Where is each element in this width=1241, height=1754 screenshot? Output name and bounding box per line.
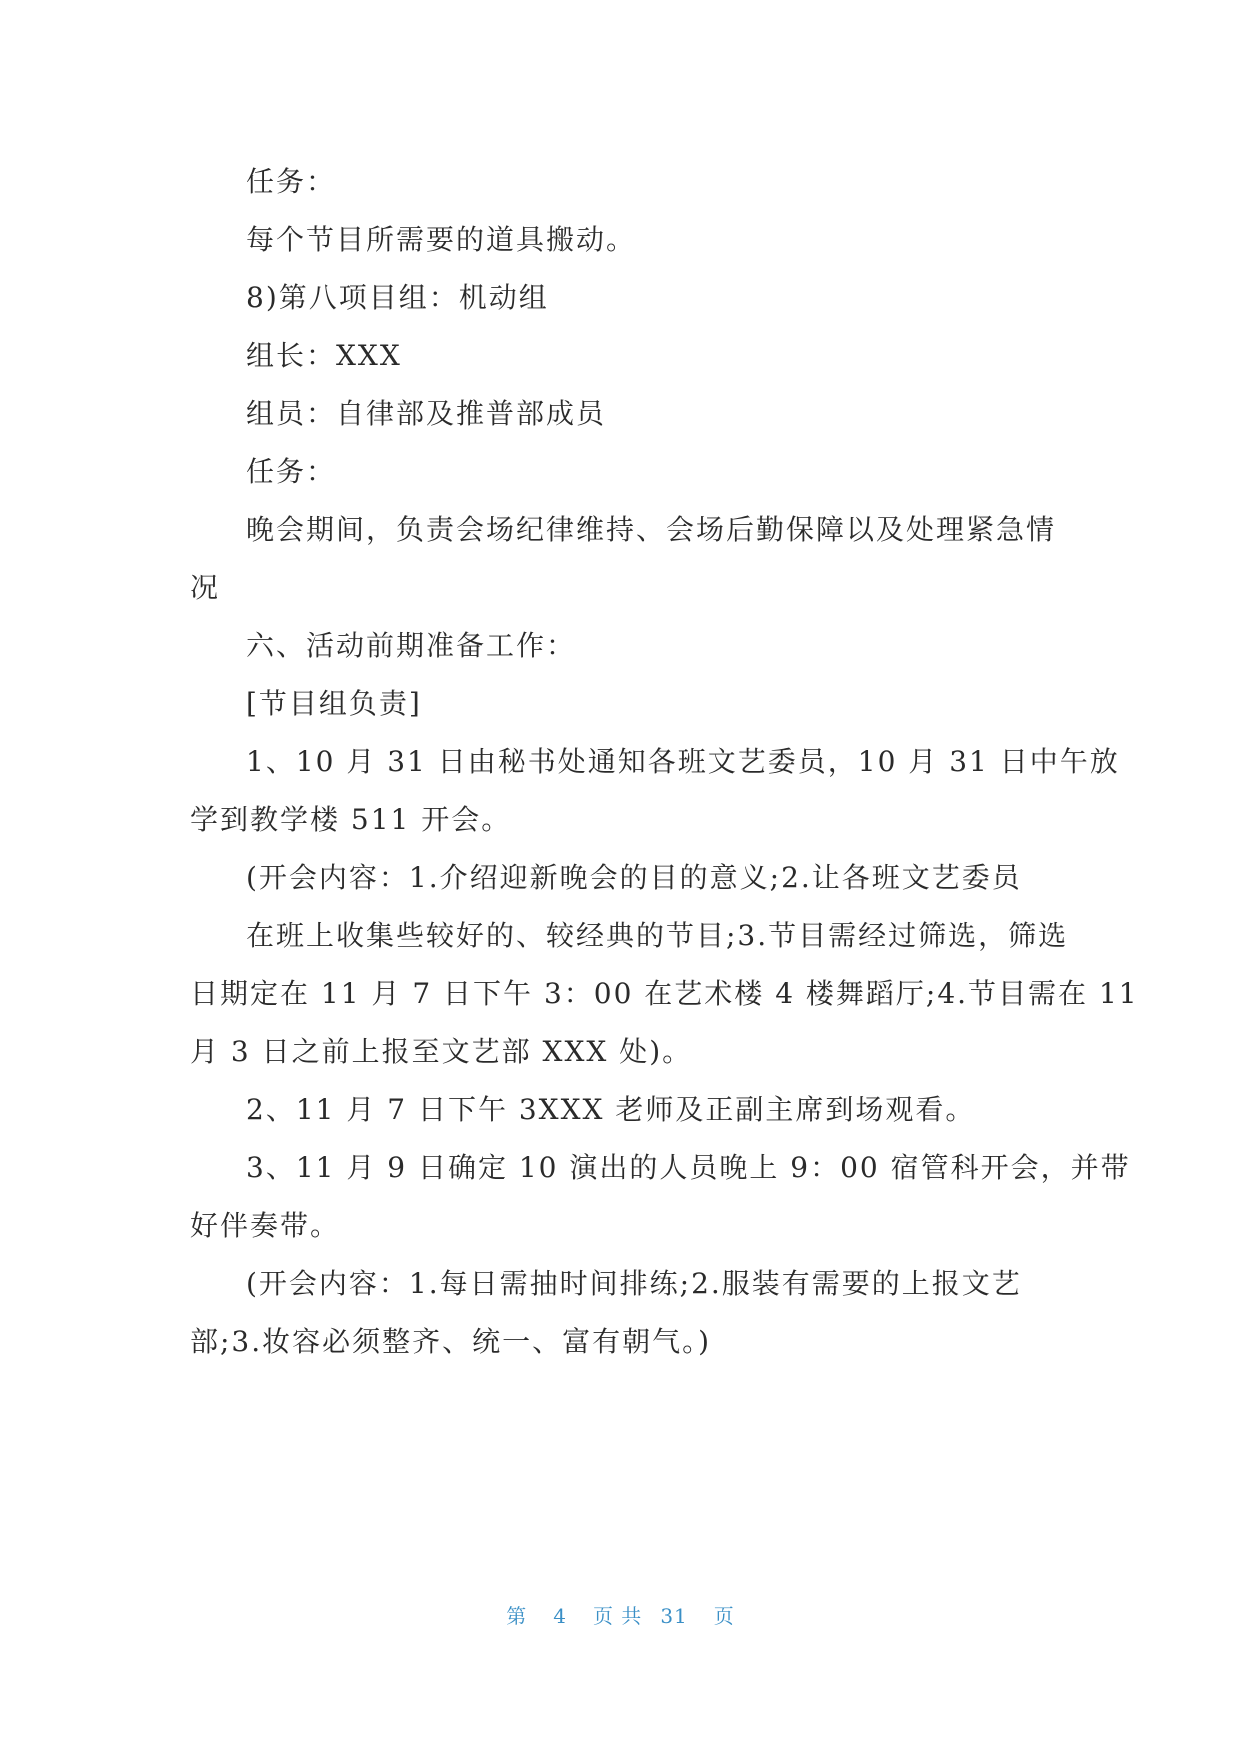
paragraph-line: 2、11 月 7 日下午 3XXX 老师及正副主席到场观看。 bbox=[246, 1093, 976, 1126]
paragraph-line: 1、10 月 31 日由秘书处通知各班文艺委员，10 月 31 日中午放 bbox=[246, 745, 1120, 778]
footer-middle: 页 共 bbox=[592, 1604, 643, 1628]
paragraph-line: 好伴奏带。 bbox=[190, 1209, 341, 1242]
paragraph-line: 组长：XXX bbox=[246, 339, 402, 372]
paragraph-line: 月 3 日之前上报至文艺部 XXX 处)。 bbox=[190, 1035, 693, 1068]
paragraph-line: 部;3.妆容必须整齐、统一、富有朝气。) bbox=[190, 1325, 712, 1358]
footer-total-pages: 31 bbox=[660, 1604, 688, 1628]
section-heading: 六、活动前期准备工作： bbox=[246, 629, 577, 662]
footer-suffix: 页 bbox=[713, 1604, 735, 1628]
paragraph-line: 日期定在 11 月 7 日下午 3：00 在艺术楼 4 楼舞蹈厅;4.节目需在 11 bbox=[190, 977, 1139, 1010]
footer-prefix: 第 bbox=[506, 1604, 528, 1628]
paragraph-line: 在班上收集些较好的、较经典的节目;3.节目需经过筛选，筛选 bbox=[246, 919, 1069, 952]
paragraph-line: (开会内容：1.每日需抽时间排练;2.服装有需要的上报文艺 bbox=[246, 1267, 1022, 1300]
paragraph-line: 学到教学楼 511 开会。 bbox=[190, 803, 512, 836]
paragraph-line: 况 bbox=[190, 571, 221, 604]
paragraph-line: 任务： bbox=[246, 455, 337, 488]
paragraph-line: 3、11 月 9 日确定 10 演出的人员晚上 9：00 宿管科开会，并带 bbox=[246, 1151, 1131, 1184]
paragraph-line: 8)第八项目组：机动组 bbox=[246, 281, 549, 314]
paragraph-line: [节目组负责] bbox=[246, 687, 422, 720]
page-footer bbox=[0, 1600, 1241, 1629]
paragraph-line: 组员：自律部及推普部成员 bbox=[246, 397, 607, 430]
paragraph-line: (开会内容：1.介绍迎新晚会的目的意义;2.让各班文艺委员 bbox=[246, 861, 1022, 894]
paragraph-line: 每个节目所需要的道具搬动。 bbox=[246, 223, 637, 256]
paragraph-line: 任务： bbox=[246, 165, 337, 198]
paragraph-line: 晚会期间，负责会场纪律维持、会场后勤保障以及处理紧急情 bbox=[246, 513, 1057, 546]
footer-current-page: 4 bbox=[553, 1604, 567, 1628]
